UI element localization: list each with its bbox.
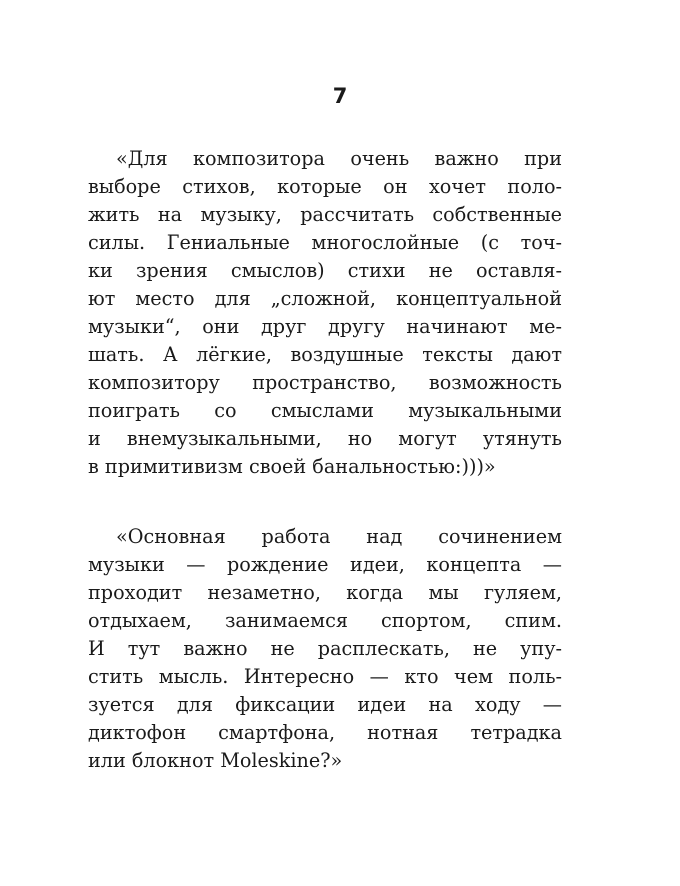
text-line: «Для композитора очень важно при bbox=[116, 147, 562, 170]
text-line: стить мысль. Интересно — кто чем поль- bbox=[88, 665, 562, 688]
text-line: диктофон смартфона, нотная тетрадка bbox=[88, 721, 562, 744]
text-line: жить на музыку, рассчитать собственные bbox=[88, 203, 562, 226]
text-line: поиграть со смыслами музыкальными bbox=[88, 399, 562, 422]
quote-paragraph-1 bbox=[88, 145, 562, 481]
text-line: композитору пространство, возможность bbox=[88, 371, 562, 394]
text-line: зуется для фиксации идеи на ходу — bbox=[88, 693, 562, 716]
text-line: отдыхаем, занимаемся спортом, спим. bbox=[88, 609, 562, 632]
text-line: музыки — рождение идеи, концепта — bbox=[88, 553, 562, 576]
text-line: музыки“, они друг другу начинают ме- bbox=[88, 315, 562, 338]
text-line: проходит незаметно, когда мы гуляем, bbox=[88, 581, 562, 604]
text-line: в примитивизм своей банальностью:)))» bbox=[88, 455, 496, 478]
text-line: И тут важно не расплескать, не упу- bbox=[88, 637, 562, 660]
text-line: ют место для „сложной, концептуальной bbox=[88, 287, 562, 310]
text-line: «Основная работа над сочинением bbox=[116, 525, 562, 548]
text-line: или блокнот Moleskine?» bbox=[88, 749, 343, 772]
text-line: выборе стихов, которые он хочет поло- bbox=[88, 175, 562, 198]
quote-paragraph-2 bbox=[88, 523, 562, 775]
page-number: 7 bbox=[332, 84, 348, 108]
text-line: ки зрения смыслов) стихи не оставля- bbox=[88, 259, 562, 282]
text-line: силы. Гениальные многослойные (с точ- bbox=[88, 231, 562, 254]
text-line: шать. А лёгкие, воздушные тексты дают bbox=[88, 343, 562, 366]
text-line: и внемузыкальными, но могут утянуть bbox=[88, 427, 562, 450]
